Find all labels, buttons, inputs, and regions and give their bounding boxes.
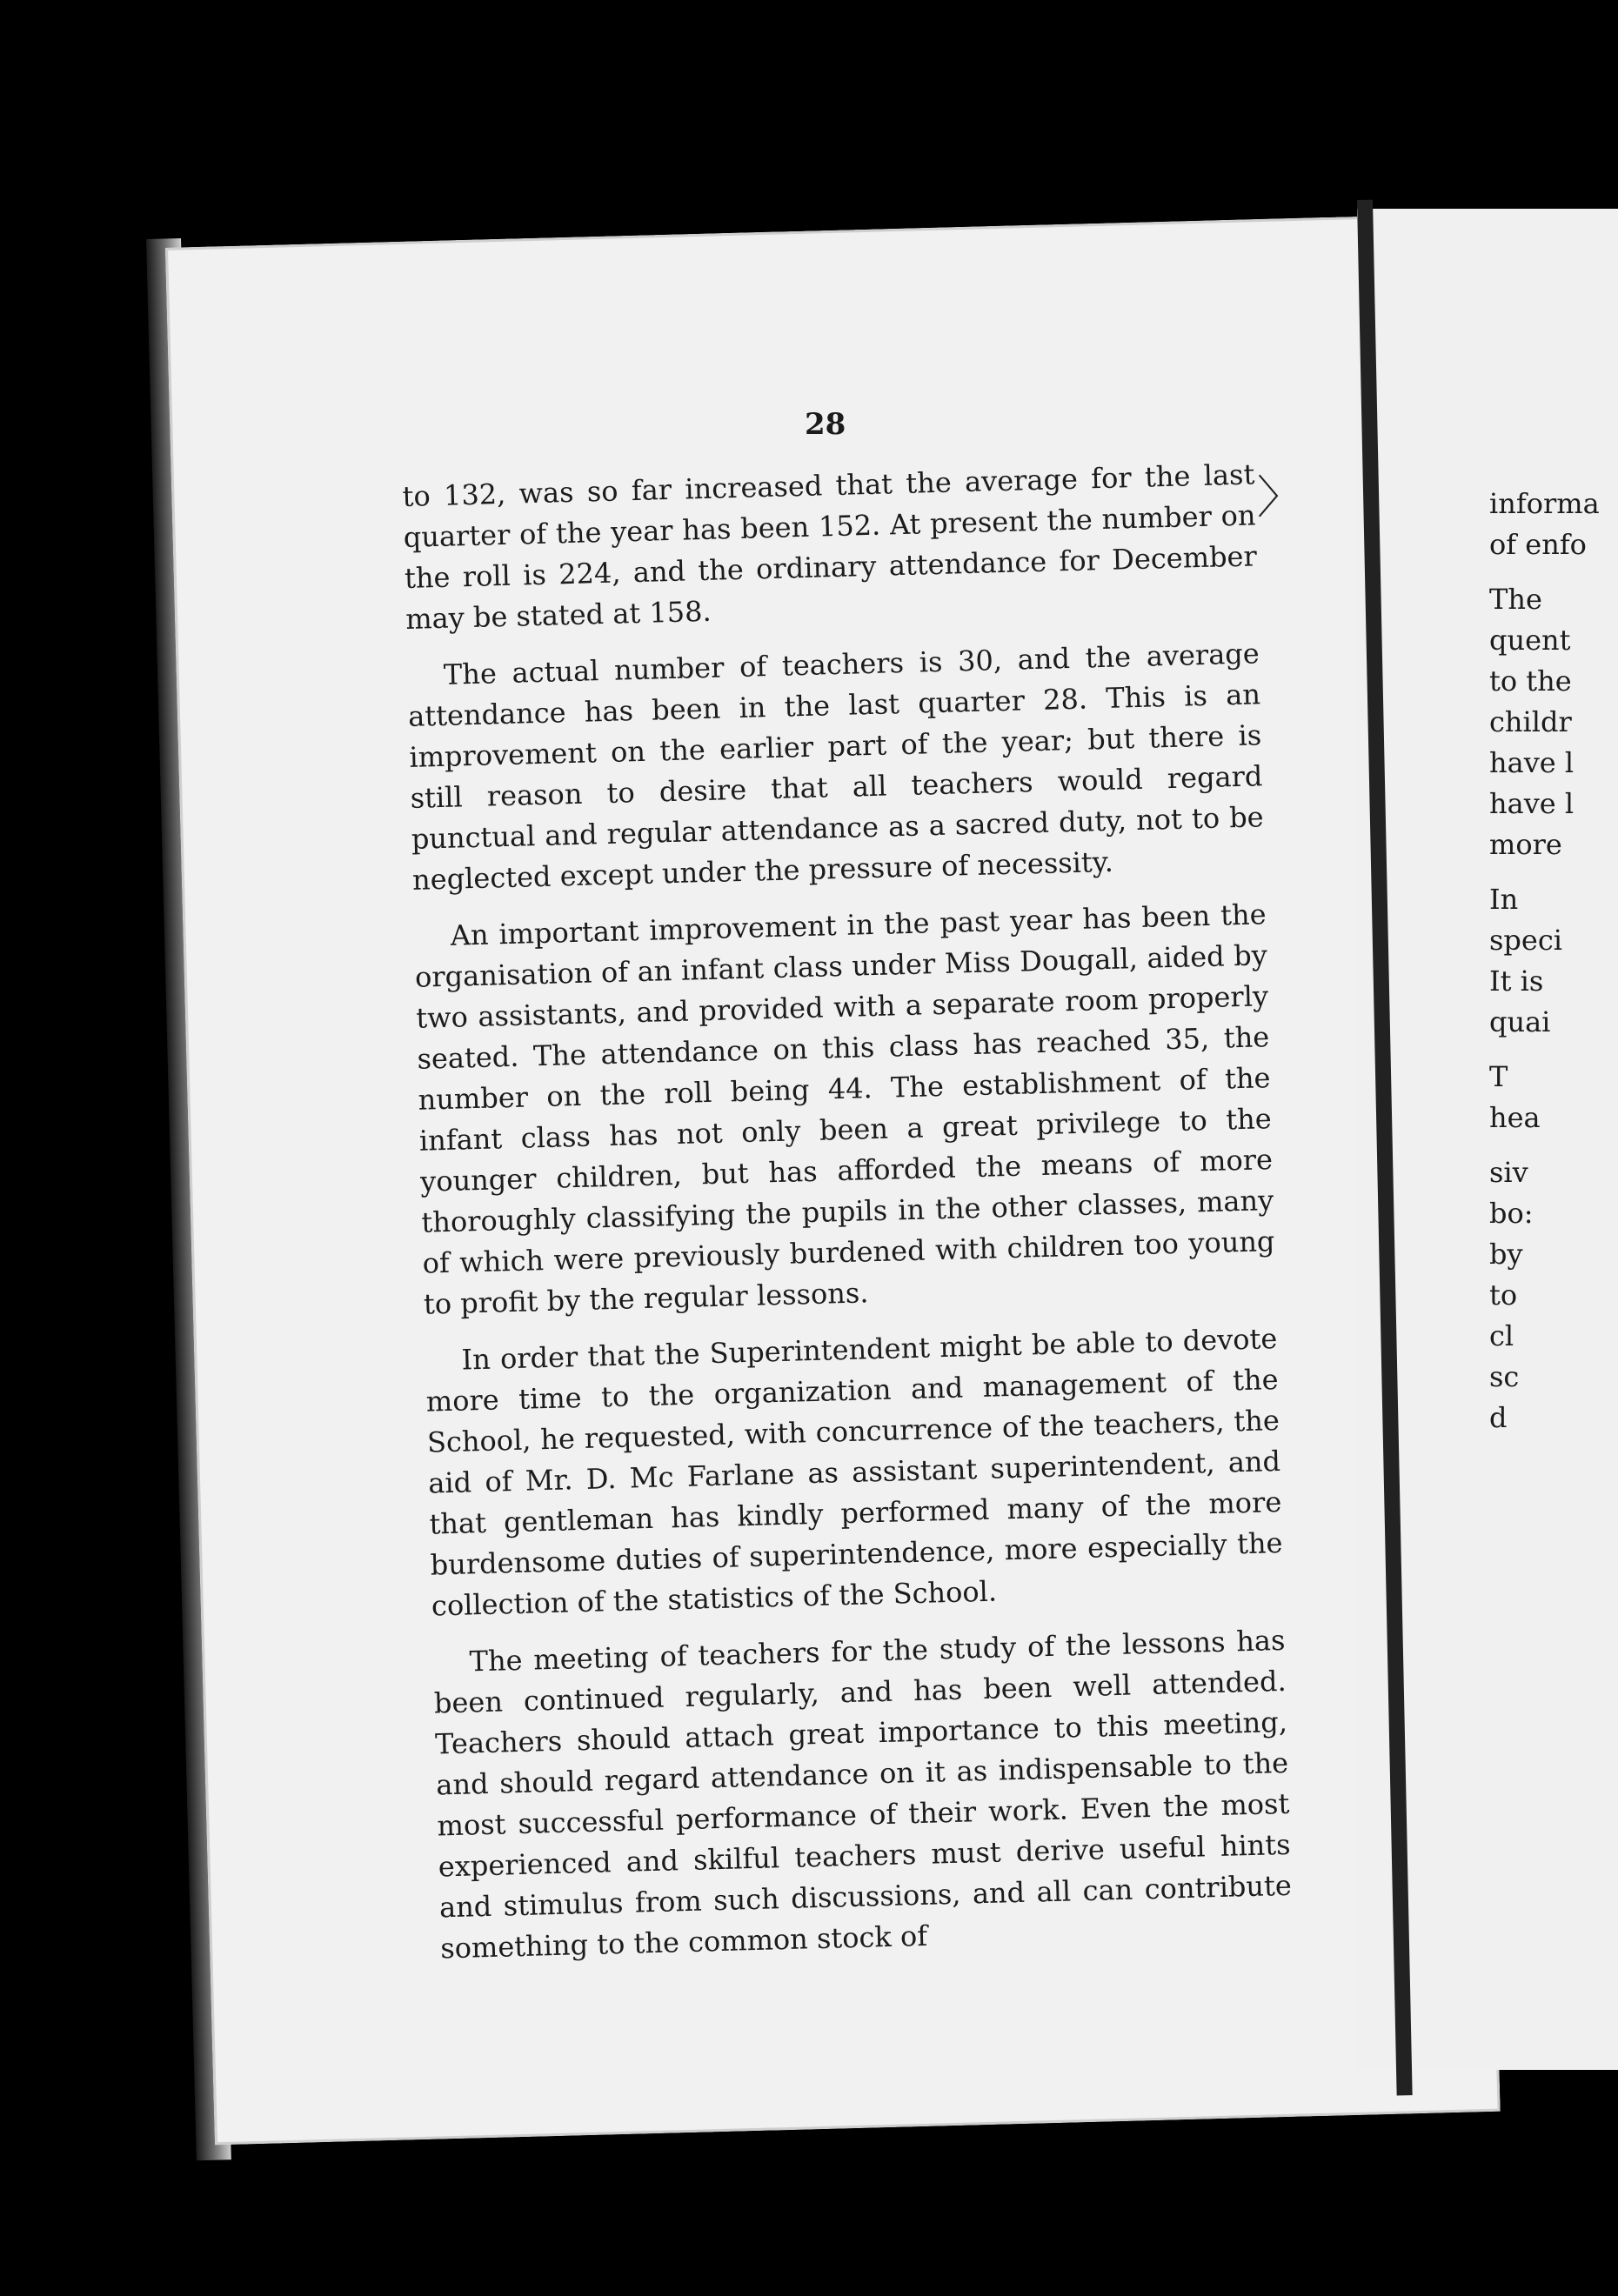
right-page-line: by [1489,1238,1523,1271]
right-page-line: more [1489,828,1562,861]
right-page-line: speci [1489,924,1562,957]
right-page-line: The [1489,583,1542,616]
right-page-line: of enfo [1489,528,1587,561]
paragraph-teachers-meeting: The meeting of teachers for the study of the lessons has been continued regularly, and has been well attended. Teachers should attach great importance to this meeting, and should regard attendance on it as indispensable to the most successful performance of their work. Even the most experienced and skilful teachers must derive useful hints and stimulus from such discussions, and all can contribute something to the common stock of [433,1623,1293,1966]
right-page-line: sc [1489,1360,1520,1393]
paragraph-superintendent: In order that the Superintendent might be able to devote more time to the organization and management of the School, he requested, with concurrence of the teachers, the aid of Mr. D. Mc Farlane as assistant superintendent, and that gentleman has kindly performed many of the more burdensome duties of superintendence, more especially the collection of the statistics of the School. [425,1322,1283,1623]
right-page-line: to the [1489,664,1572,697]
right-page-line: have l [1489,746,1575,779]
right-page-line: informa [1489,487,1600,520]
right-page-line: siv [1489,1156,1528,1189]
right-page-line [1489,865,1585,879]
right-page-line: to [1489,1278,1518,1312]
right-page-line [1489,1138,1585,1152]
right-page-line: childr [1489,705,1572,738]
right-page-text [1489,484,1600,1438]
right-page-line: quai [1489,1005,1551,1038]
right-page-line [1489,1043,1585,1057]
right-page-line: bo: [1489,1197,1534,1230]
body-text [402,454,1294,1985]
right-page-line: have l [1489,787,1575,820]
right-page-line: cl [1489,1319,1514,1352]
paragraph-teachers: The actual number of teachers is 30, and the average attendance has been in the last quarter 28. This is an improvement on the earlier part of the year; but there is still reason to desire that all teachers would regard punctual and regular attendance as a sacred duty, not to be neglected except under the pressure of necessity. [407,637,1265,897]
right-page-line: quent [1489,624,1571,657]
right-page-line: T [1489,1060,1508,1093]
right-page-line: In [1489,883,1519,916]
paragraph-infant-class: An important improvement in the past year has been the organisation of an infant class under Miss Dougall, aided by two assistants, and provided with a separate room properly seated. The attendance on this class has reached 35, the number on the roll being 44. The establishment of the infant class has not only been a great privilege to the younger children, but has afforded the means of more thoroughly classifying the pupils in the other classes, many of which were previously burdened with children too young to profit by the regular lessons. [414,898,1275,1321]
right-page-line [1489,565,1585,579]
right-page-line: It is [1489,964,1544,998]
right-page-line: d [1489,1401,1508,1434]
paragraph-continuation: to 132, was so far increased that the average for the last quarter of the year has been 152. At present the number on the roll is 224, and the ordinary attendance for December may be stated at 158. [402,457,1258,636]
page-number: 28 [805,407,846,442]
right-page-line: hea [1489,1101,1541,1134]
margin-marker: 〉 [1257,472,1303,524]
